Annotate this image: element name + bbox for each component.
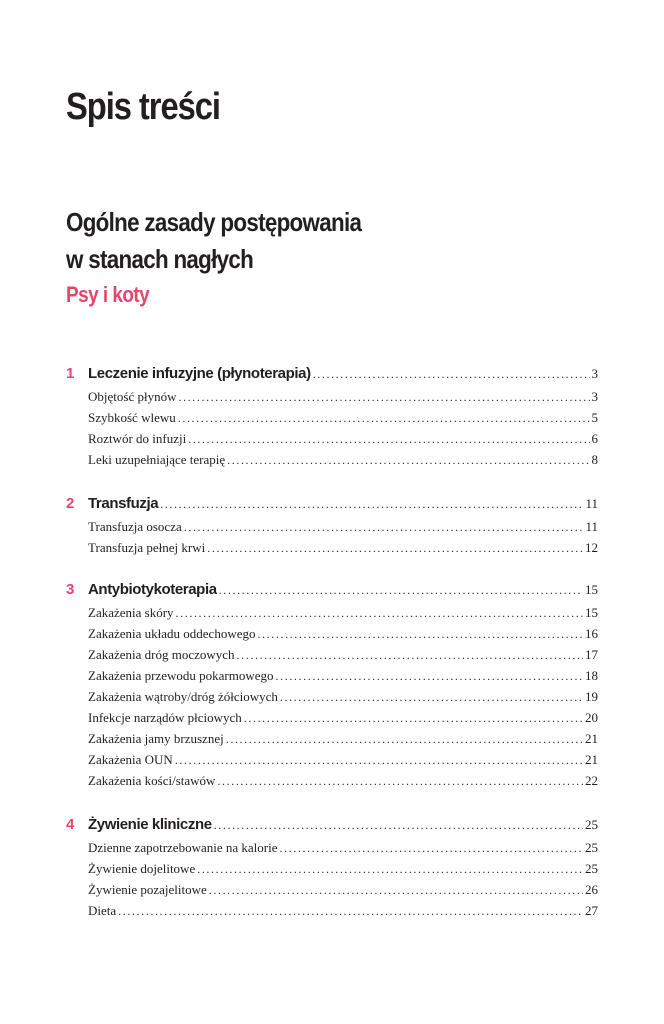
- page-number: 3: [591, 366, 598, 381]
- page-number: 15: [585, 582, 598, 597]
- entry-title: Dzienne zapotrzebowanie na kalorie: [88, 840, 278, 855]
- toc-chapter-row[interactable]: [66, 813, 598, 837]
- toc-entry[interactable]: [66, 707, 598, 728]
- entry-title: Dieta: [88, 903, 117, 918]
- dot-leader: [279, 838, 583, 859]
- toc-entry[interactable]: [66, 602, 598, 623]
- toc-entry[interactable]: [66, 728, 598, 749]
- dot-leader: [175, 750, 583, 771]
- chapter-number: 4: [66, 816, 75, 833]
- toc-entry[interactable]: [66, 428, 598, 449]
- toc-entry[interactable]: [66, 537, 598, 558]
- toc-chapter-row[interactable]: [66, 578, 598, 602]
- page-number: 12: [585, 540, 598, 555]
- entry-title: Zakażenia skóry: [88, 605, 174, 620]
- dot-leader: [160, 492, 583, 516]
- dot-leader: [178, 408, 590, 429]
- section-subheading: Psy i koty: [66, 282, 150, 307]
- chapter-number: 1: [66, 365, 75, 382]
- page-number: 25: [585, 817, 598, 832]
- chapter-title: Transfuzja: [88, 495, 159, 512]
- page-number: 6: [591, 431, 598, 446]
- entry-title: Zakażenia OUN: [88, 752, 173, 767]
- entry-title: Infekcje narządów płciowych: [88, 710, 242, 725]
- dot-leader: [214, 813, 583, 837]
- section-heading-line-2: w stanach nagłych: [66, 244, 254, 274]
- page-number: 21: [585, 752, 598, 767]
- toc-chapter-3: [66, 578, 598, 791]
- entry-title: Żywienie pozajelitowe: [88, 882, 207, 897]
- dot-leader: [197, 859, 583, 880]
- entry-title: Zakażenia kości/stawów: [88, 773, 216, 788]
- toc-entry[interactable]: [66, 644, 598, 665]
- table-of-contents: [66, 362, 598, 943]
- dot-leader: [188, 429, 589, 450]
- section-heading-line-1: Ogólne zasady postępowania: [66, 207, 362, 237]
- dot-leader: [244, 708, 583, 729]
- entry-title: Zakażenia wątroby/dróg żółciowych: [88, 689, 278, 704]
- toc-entry[interactable]: [66, 879, 598, 900]
- dot-leader: [207, 538, 583, 559]
- entry-title: Żywienie dojelitowe: [88, 861, 196, 876]
- dot-leader: [276, 666, 583, 687]
- toc-entry[interactable]: [66, 837, 598, 858]
- page-number: 25: [585, 861, 598, 876]
- dot-leader: [257, 624, 583, 645]
- toc-chapter-row[interactable]: [66, 362, 598, 386]
- toc-entry[interactable]: [66, 770, 598, 791]
- toc-entry[interactable]: [66, 516, 598, 537]
- page-number: 20: [585, 710, 598, 725]
- page-number: 11: [585, 496, 598, 511]
- toc-entry[interactable]: [66, 623, 598, 644]
- toc-chapter-2: [66, 492, 598, 558]
- toc-entry[interactable]: [66, 858, 598, 879]
- entry-title: Roztwór do infuzji: [88, 431, 187, 446]
- dot-leader: [217, 771, 583, 792]
- section-heading: [66, 204, 361, 278]
- entry-title: Objętość płynów: [88, 389, 177, 404]
- page-number: 18: [585, 668, 598, 683]
- page-number: 27: [585, 903, 598, 918]
- dot-leader: [237, 645, 583, 666]
- toc-entry[interactable]: [66, 686, 598, 707]
- chapter-number: 2: [66, 495, 75, 512]
- page-number: 26: [585, 882, 598, 897]
- dot-leader: [227, 450, 589, 471]
- toc-entry[interactable]: [66, 900, 598, 921]
- toc-chapter-4: [66, 813, 598, 921]
- dot-leader: [226, 729, 583, 750]
- page-title: Spis treści: [66, 86, 220, 128]
- entry-title: Szybkość wlewu: [88, 410, 176, 425]
- page-number: 17: [585, 647, 598, 662]
- page-number: 16: [585, 626, 598, 641]
- toc-entry[interactable]: [66, 449, 598, 470]
- chapter-title: Leczenie infuzyjne (płynoterapia): [88, 365, 311, 382]
- entry-title: Zakażenia jamy brzusznej: [88, 731, 224, 746]
- toc-chapter-1: [66, 362, 598, 470]
- page-number: 8: [591, 452, 598, 467]
- dot-leader: [280, 687, 583, 708]
- dot-leader: [178, 387, 589, 408]
- page-number: 22: [585, 773, 598, 788]
- page-number: 3: [591, 389, 598, 404]
- chapter-title: Antybiotykoterapia: [88, 581, 217, 598]
- dot-leader: [118, 901, 583, 922]
- page-number: 19: [585, 689, 598, 704]
- dot-leader: [219, 578, 583, 602]
- entry-title: Leki uzupełniające terapię: [88, 452, 226, 467]
- entry-title: Transfuzja pełnej krwi: [88, 540, 206, 555]
- toc-entry[interactable]: [66, 665, 598, 686]
- page-number: 15: [585, 605, 598, 620]
- toc-entry[interactable]: [66, 407, 598, 428]
- toc-entry[interactable]: [66, 749, 598, 770]
- toc-entry[interactable]: [66, 386, 598, 407]
- chapter-title: Żywienie kliniczne: [88, 816, 212, 833]
- page-number: 11: [585, 519, 598, 534]
- page-number: 5: [591, 410, 598, 425]
- page-number: 25: [585, 840, 598, 855]
- chapter-number: 3: [66, 581, 75, 598]
- dot-leader: [209, 880, 583, 901]
- entry-title: Zakażenia przewodu pokarmowego: [88, 668, 274, 683]
- toc-chapter-row[interactable]: [66, 492, 598, 516]
- entry-title: Zakażenia dróg moczowych: [88, 647, 235, 662]
- entry-title: Transfuzja osocza: [88, 519, 182, 534]
- page-number: 21: [585, 731, 598, 746]
- dot-leader: [176, 603, 583, 624]
- entry-title: Zakażenia układu oddechowego: [88, 626, 256, 641]
- dot-leader: [184, 517, 584, 538]
- dot-leader: [313, 362, 590, 386]
